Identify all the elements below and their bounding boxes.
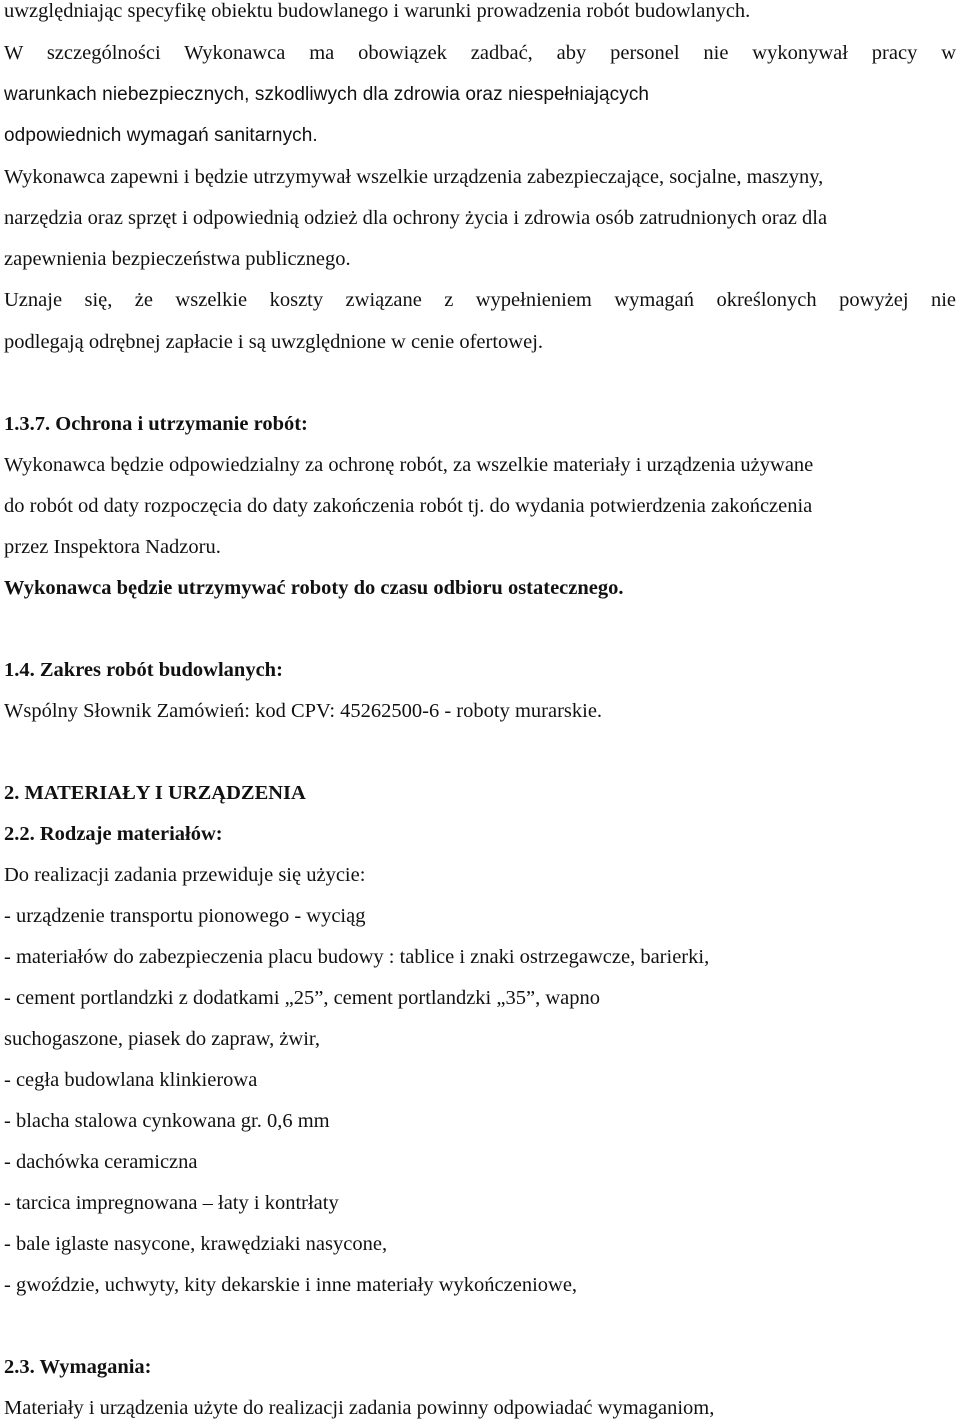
list-item: - tarcica impregnowana – łaty i kontrłaty	[4, 1192, 339, 1214]
list-item: - urządzenie transportu pionowego - wyciąg	[4, 905, 366, 927]
paragraph-line: uwzględniając specyfikę obiektu budowlanego i warunki prowadzenia robót budowlanych.	[4, 0, 751, 22]
paragraph-line: narzędzia oraz sprzęt i odpowiednią odzież dla ochrony życia i zdrowia osób zatrudnionych oraz dla	[4, 207, 828, 229]
paragraph-line: W szczególności Wykonawca ma obowiązek zadbać, aby personel nie wykonywał pracy w	[4, 42, 956, 64]
bold-statement: Wykonawca będzie utrzymywać roboty do czasu odbioru ostatecznego.	[4, 577, 624, 599]
paragraph-line: Wykonawca zapewni i będzie utrzymywał wszelkie urządzenia zabezpieczające, socjalne, maszyny,	[4, 166, 824, 188]
paragraph-line: odpowiednich wymagań sanitarnych.	[4, 125, 318, 146]
paragraph-line: podlegają odrębnej zapłacie i są uwzględnione w cenie ofertowej.	[4, 331, 544, 353]
section-heading: 1.3.7. Ochrona i utrzymanie robót:	[4, 413, 308, 435]
paragraph-line: Wykonawca będzie odpowiedzialny za ochronę robót, za wszelkie materiały i urządzenia używane	[4, 454, 814, 476]
list-item: - bale iglaste nasycone, krawędziaki nasycone,	[4, 1233, 388, 1255]
list-item: - cegła budowlana klinkierowa	[4, 1069, 258, 1091]
paragraph-line: Uznaje się, że wszelkie koszty związane z wypełnieniem wymagań określonych powyżej nie	[4, 289, 956, 311]
section-heading: 1.4. Zakres robót budowlanych:	[4, 659, 283, 681]
section-heading: 2.2. Rodzaje materiałów:	[4, 823, 223, 845]
section-heading: 2.3. Wymagania:	[4, 1356, 152, 1378]
paragraph-line: Materiały i urządzenia użyte do realizacji zadania powinny odpowiadać wymaganiom,	[4, 1397, 715, 1419]
list-item-continuation: suchogaszone, piasek do zapraw, żwir,	[4, 1028, 321, 1050]
list-item: - cement portlandzki z dodatkami „25”, cement portlandzki „35”, wapno	[4, 987, 600, 1009]
chapter-heading: 2. MATERIAŁY I URZĄDZENIA	[4, 782, 306, 804]
list-item: - materiałów do zabezpieczenia placu budowy : tablice i znaki ostrzegawcze, barierki,	[4, 946, 710, 968]
list-item: - gwoździe, uchwyty, kity dekarskie i inne materiały wykończeniowe,	[4, 1274, 578, 1296]
paragraph-line: przez Inspektora Nadzoru.	[4, 536, 221, 558]
list-item: - dachówka ceramiczna	[4, 1151, 198, 1173]
paragraph-line: warunkach niebezpiecznych, szkodliwych dla zdrowia oraz niespełniających	[4, 84, 650, 105]
paragraph-line: zapewnienia bezpieczeństwa publicznego.	[4, 248, 351, 270]
paragraph-line: do robót od daty rozpoczęcia do daty zakończenia robót tj. do wydania potwierdzenia zakończenia	[4, 495, 813, 517]
paragraph-line: Wspólny Słownik Zamówień: kod CPV: 45262500-6 - roboty murarskie.	[4, 700, 603, 722]
paragraph-line: Do realizacji zadania przewiduje się użycie:	[4, 864, 366, 886]
list-item: - blacha stalowa cynkowana gr. 0,6 mm	[4, 1110, 330, 1132]
